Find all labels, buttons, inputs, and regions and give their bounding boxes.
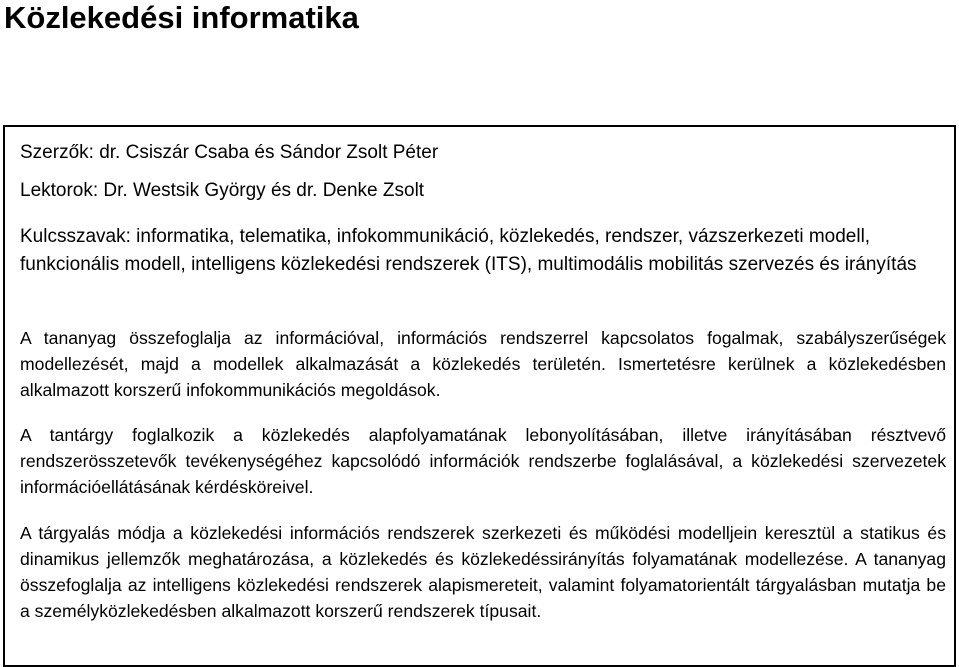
document-info-box <box>3 125 956 667</box>
reviewers-line: Lektorok: Dr. Westsik György és dr. Denke Zsolt <box>20 180 425 201</box>
abstract-paragraph-2: A tantárgy foglalkozik a közlekedés alapfolyamatának lebonyolításában, illetve irányításában résztvevő rendszerösszetevők tevékenységéhez kapcsolódó információk rendszerbe foglalásával, a közlekedési szervezetek információellátásának kérdésköreivel. <box>20 425 946 497</box>
page-title: Közlekedési informatika <box>4 0 359 35</box>
abstract-paragraph-1: A tananyag összefoglalja az információval, információs rendszerrel kapcsolatos fogalmak, szabályszerűségek modellezését, majd a modellek alkalmazását a közlekedés területén. Ismertetésre kerülnek a közlekedésben alkalmazott korszerű infokommunikációs megoldások. <box>20 328 946 400</box>
authors-line: Szerzők: dr. Csiszár Csaba és Sándor Zsolt Péter <box>20 142 439 163</box>
abstract-paragraph-3: A tárgyalás módja a közlekedési információs rendszerek szerkezeti és működési modelljein keresztül a statikus és dinamikus jellemzők meghatározása, a közlekedés és közlekedéssirányítás folyamatának modellezése. A tananyag összefoglalja az intelligens közlekedési rendszerek alapismereteit, valamint folyamatorientált tárgyalásban mutatja be a személyközlekedésben alkalmazott korszerű rendszerek típusait. <box>20 523 946 621</box>
keywords-paragraph: Kulcsszavak: informatika, telematika, infokommunikáció, közlekedés, rendszer, vázszerkezeti modell, funkcionális modell, intelligens közlekedési rendszerek (ITS), multimodális mobilitás szervezés és irányítás <box>20 226 917 275</box>
